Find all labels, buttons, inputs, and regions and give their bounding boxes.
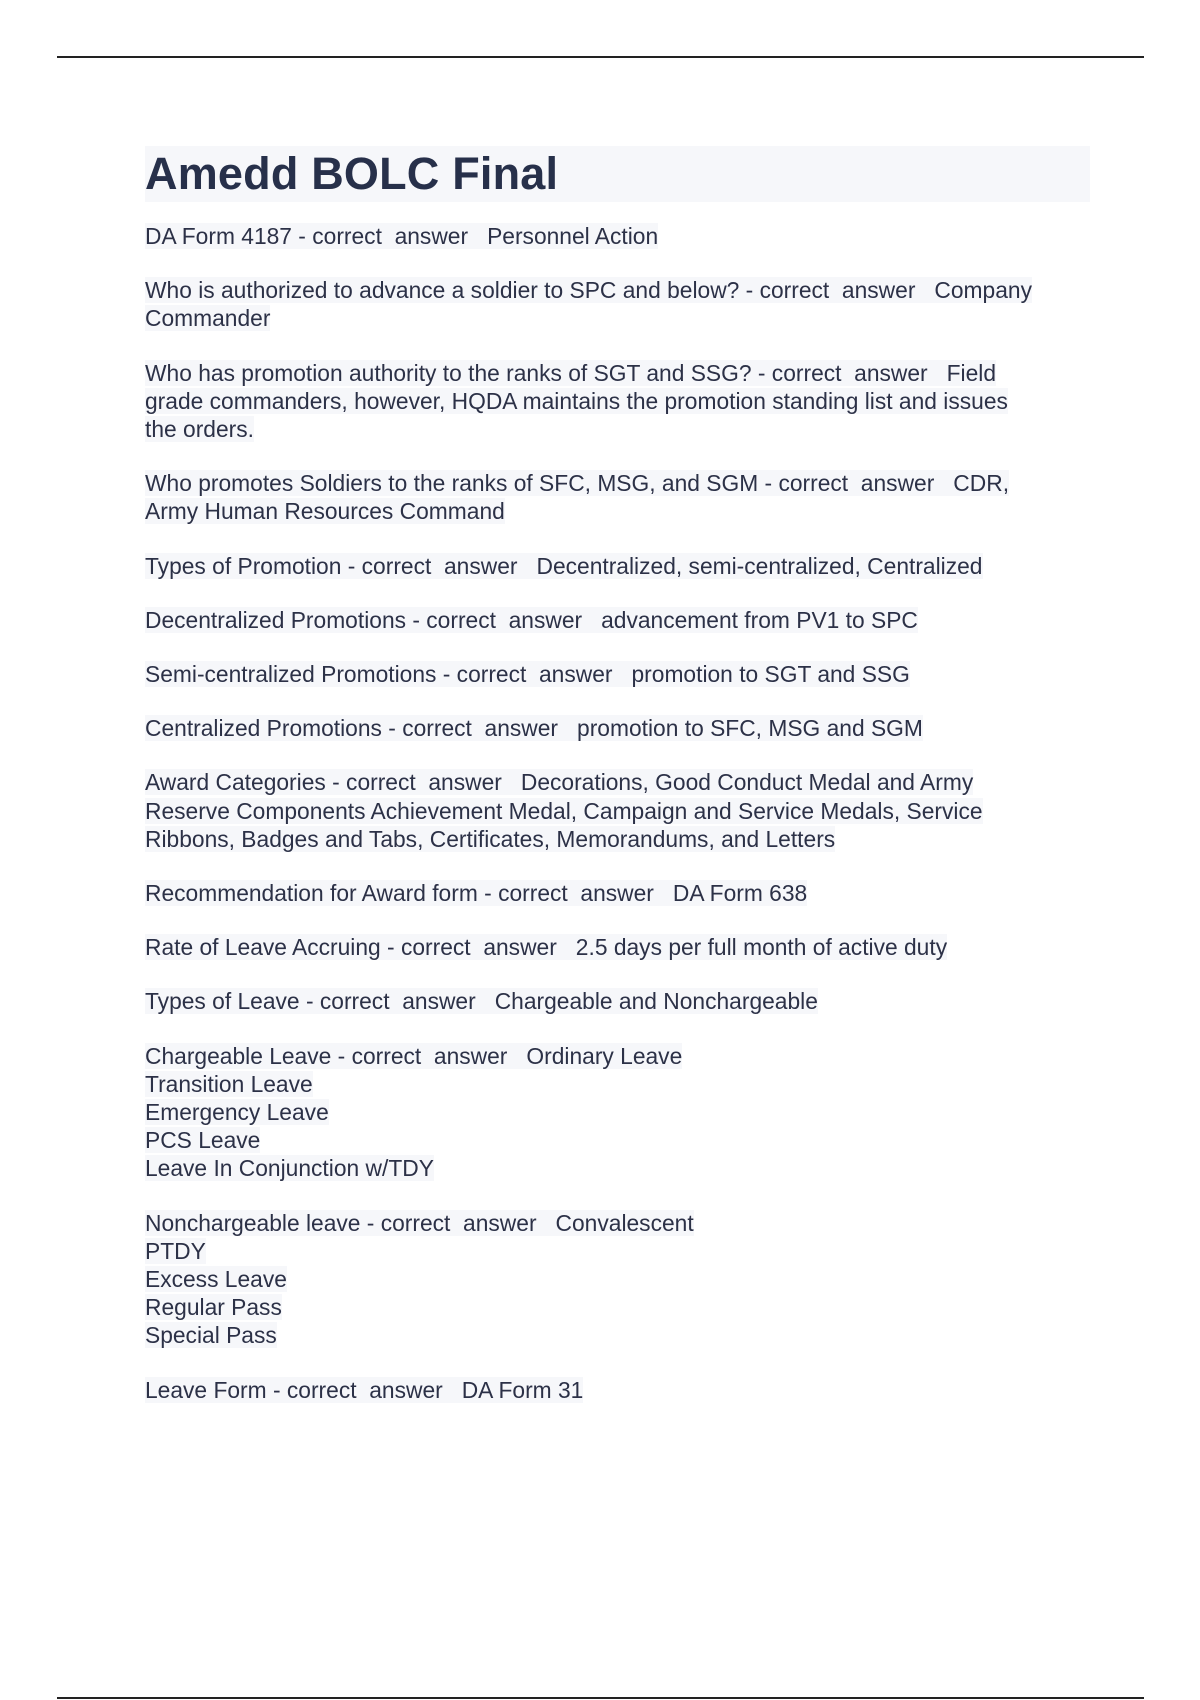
flashcard-text: Types of Leave - correct answer Chargeable and Nonchargeable (145, 988, 818, 1015)
flashcard-answer-line (145, 797, 1090, 825)
flashcard-text: Ribbons, Badges and Tabs, Certificates, Memorandums, and Letters (145, 825, 836, 852)
flashcard-text: Special Pass (145, 1322, 277, 1349)
flashcard-text: Army Human Resources Command (145, 498, 505, 525)
flashcard-answer-line (145, 1321, 1090, 1349)
document-title: Amedd BOLC Final (145, 148, 559, 199)
flashcard-list (145, 222, 1090, 1404)
flashcard-question-line (145, 660, 1090, 688)
flashcard-text: Recommendation for Award form - correct answer DA Form 638 (145, 880, 808, 907)
flashcard-text: Commander (145, 305, 271, 332)
flashcard-text: Regular Pass (145, 1294, 282, 1321)
flashcard-question-line (145, 768, 1090, 796)
flashcard-item (145, 552, 1090, 580)
title-block (145, 146, 1090, 202)
flashcard-text: Transition Leave (145, 1070, 313, 1097)
flashcard-answer-line (145, 497, 1090, 525)
flashcard-item (145, 469, 1090, 525)
flashcard-text: PTDY (145, 1237, 206, 1264)
flashcard-answer-line (145, 1237, 1090, 1265)
flashcard-answer-line (145, 1126, 1090, 1154)
bottom-rule (57, 1697, 1144, 1699)
flashcard-question-line (145, 1376, 1090, 1404)
flashcard-item (145, 1209, 1090, 1350)
flashcard-text: Who has promotion authority to the ranks of SGT and SSG? - correct answer Field (145, 359, 997, 386)
flashcard-text: the orders. (145, 416, 254, 443)
flashcard-question-line (145, 1042, 1090, 1070)
flashcard-question-line (145, 606, 1090, 634)
flashcard-question-line (145, 714, 1090, 742)
flashcard-text: DA Form 4187 - correct answer Personnel Action (145, 223, 659, 249)
flashcard-item (145, 606, 1090, 634)
flashcard-text: Who is authorized to advance a soldier to SPC and below? - correct answer Company (145, 277, 1032, 304)
flashcard-item (145, 359, 1090, 444)
flashcard-answer-line (145, 415, 1090, 443)
flashcard-text: Nonchargeable leave - correct answer Convalescent (145, 1209, 694, 1236)
flashcard-text: Decentralized Promotions - correct answer advancement from PV1 to SPC (145, 606, 918, 633)
flashcard-text: Centralized Promotions - correct answer promotion to SFC, MSG and SGM (145, 715, 923, 742)
flashcard-answer-line (145, 825, 1090, 853)
flashcard-text: Who promotes Soldiers to the ranks of SFC, MSG, and SGM - correct answer CDR, (145, 470, 1010, 497)
flashcard-item (145, 276, 1090, 332)
flashcard-answer-line (145, 1154, 1090, 1182)
flashcard-item (145, 714, 1090, 742)
flashcard-question-line (145, 276, 1090, 304)
flashcard-text: Emergency Leave (145, 1099, 329, 1126)
flashcard-answer-line (145, 1265, 1090, 1293)
flashcard-item (145, 987, 1090, 1015)
flashcard-text: Reserve Components Achievement Medal, Campaign and Service Medals, Service (145, 797, 983, 824)
flashcard-text: Chargeable Leave - correct answer Ordinary Leave (145, 1042, 683, 1069)
flashcard-question-line (145, 552, 1090, 580)
flashcard-item (145, 933, 1090, 961)
flashcard-question-line (145, 1209, 1090, 1237)
flashcard-item (145, 1042, 1090, 1183)
top-rule (57, 56, 1144, 58)
flashcard-text: PCS Leave (145, 1127, 261, 1154)
flashcard-text: Award Categories - correct answer Decorations, Good Conduct Medal and Army (145, 769, 974, 796)
flashcard-item (145, 768, 1090, 853)
flashcard-item (145, 222, 1090, 250)
flashcard-text: Excess Leave (145, 1266, 287, 1293)
flashcard-question-line (145, 987, 1090, 1015)
flashcard-answer-line (145, 1098, 1090, 1126)
flashcard-text: Leave In Conjunction w/TDY (145, 1155, 434, 1182)
flashcard-answer-line (145, 1070, 1090, 1098)
flashcard-item (145, 660, 1090, 688)
flashcard-text: Rate of Leave Accruing - correct answer 2.5 days per full month of active duty (145, 934, 948, 961)
document-page (145, 146, 1090, 1430)
flashcard-text: Semi-centralized Promotions - correct answer promotion to SGT and SSG (145, 661, 910, 688)
flashcard-answer-line (145, 387, 1090, 415)
flashcard-question-line (145, 469, 1090, 497)
flashcard-question-line (145, 359, 1090, 387)
flashcard-item (145, 879, 1090, 907)
flashcard-text: Types of Promotion - correct answer Decentralized, semi-centralized, Centralized (145, 552, 983, 579)
flashcard-text: Leave Form - correct answer DA Form 31 (145, 1376, 584, 1403)
flashcard-text: grade commanders, however, HQDA maintains the promotion standing list and issues (145, 387, 1008, 414)
flashcard-question-line (145, 879, 1090, 907)
flashcard-answer-line (145, 304, 1090, 332)
flashcard-answer-line (145, 1293, 1090, 1321)
flashcard-question-line (145, 222, 1090, 250)
flashcard-item (145, 1376, 1090, 1404)
flashcard-question-line (145, 933, 1090, 961)
